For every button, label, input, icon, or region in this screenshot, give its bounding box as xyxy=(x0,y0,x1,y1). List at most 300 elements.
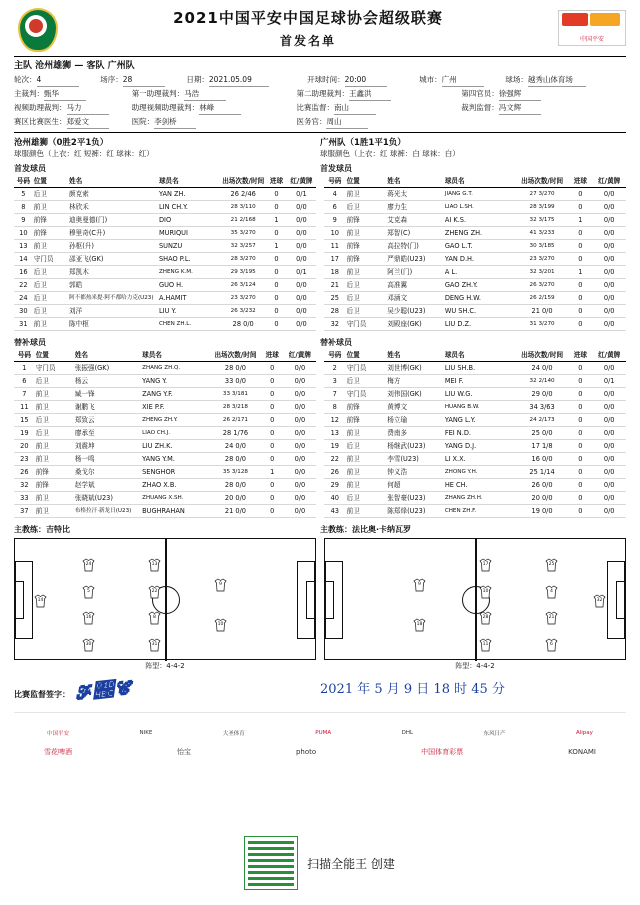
col-caps: 出场次数/时间 xyxy=(210,349,261,362)
kit-colors-row xyxy=(14,136,626,148)
player-name: 林欣禾 xyxy=(68,201,158,214)
player-goals: 0 xyxy=(568,388,592,401)
player-goals: 0 xyxy=(261,401,284,414)
player-position: 前卫 xyxy=(35,440,74,453)
table-row xyxy=(324,440,626,453)
table-row xyxy=(14,214,316,227)
pitch-player-number: 9 xyxy=(219,581,222,587)
player-appearances: 23 3/270 xyxy=(220,292,266,305)
table-row xyxy=(324,214,626,227)
player-cards: 0/0 xyxy=(592,279,626,292)
player-appearances: 28 1/76 xyxy=(210,427,261,440)
ar2-label: 第二助理裁判： xyxy=(296,89,349,98)
col-no: 号码 xyxy=(324,349,346,362)
player-position: 守门员 xyxy=(346,318,387,331)
player-number: 19 xyxy=(14,427,35,440)
player-appearances: 26 2/46 xyxy=(220,188,266,201)
table-row xyxy=(14,292,316,305)
table-row xyxy=(14,401,316,414)
table-row xyxy=(14,375,316,388)
table-row xyxy=(14,266,316,279)
player-appearances: 33 3/181 xyxy=(210,388,261,401)
player-number: 24 xyxy=(14,292,33,305)
pitch-player-number: 16 xyxy=(85,615,92,621)
col-pos: 位置 xyxy=(35,349,74,362)
player-cards: 0/0 xyxy=(592,292,626,305)
player-name: 陈郑烽(U23) xyxy=(386,505,444,518)
venue-doctor-label: 赛区比赛医生： xyxy=(14,117,67,126)
city-value: 广州 xyxy=(442,73,484,87)
player-position: 后卫 xyxy=(35,427,74,440)
player-position: 后卫 xyxy=(33,279,68,292)
player-name-latin: LIU ZH.K. xyxy=(141,440,210,453)
player-position: 前卫 xyxy=(346,479,387,492)
player-name-latin: DENG H.W. xyxy=(444,292,516,305)
player-position: 前锋 xyxy=(33,227,68,240)
kickoff-value: 20:00 xyxy=(345,73,387,87)
table-row xyxy=(324,427,626,440)
pitch-player-number: 30 xyxy=(85,641,92,647)
pitch-player-shirt xyxy=(147,558,162,572)
player-appearances: 28 0/0 xyxy=(220,318,266,331)
pitch-player-number: 25 xyxy=(548,562,555,568)
player-name: 杨云 xyxy=(74,375,141,388)
player-appearances: 21 2/168 xyxy=(220,214,266,227)
home-team-name: 沧州雄狮 xyxy=(35,61,72,71)
player-name-latin: AI K.S. xyxy=(444,214,516,227)
col-no: 号码 xyxy=(14,175,33,188)
venue-doctor-value: 郑爱文 xyxy=(67,115,109,129)
round-value: 4 xyxy=(37,73,79,87)
ar1-label: 第一助理裁判： xyxy=(131,89,185,98)
player-cards: 0/0 xyxy=(287,292,316,305)
player-position: 守门员 xyxy=(346,388,387,401)
pitch-player-shirt xyxy=(81,638,96,652)
player-cards: 0/0 xyxy=(592,188,626,201)
info-row-3 xyxy=(14,101,626,115)
player-number: 37 xyxy=(14,505,35,518)
player-cards: 0/0 xyxy=(287,318,316,331)
player-goals: 0 xyxy=(261,479,284,492)
sponsor-logo: PUMA xyxy=(315,730,332,736)
table-row xyxy=(14,388,316,401)
table-row xyxy=(14,453,316,466)
player-goals: 0 xyxy=(261,362,284,375)
player-cards: 0/0 xyxy=(287,305,316,318)
player-name-latin: HUANG B.W. xyxy=(444,401,516,414)
player-number: 16 xyxy=(14,266,33,279)
player-appearances: 23 3/270 xyxy=(516,253,569,266)
pitch-player-number: 17 xyxy=(482,562,489,568)
table-row xyxy=(324,227,626,240)
player-name-latin: YAN D.H. xyxy=(444,253,516,266)
player-number: 8 xyxy=(14,201,33,214)
pitch-player-number: 8 xyxy=(153,615,156,621)
signature-row xyxy=(14,674,626,706)
player-number: 9 xyxy=(14,214,33,227)
player-appearances: 32 3/175 xyxy=(516,214,569,227)
player-name-latin: DIO xyxy=(158,214,220,227)
table-row xyxy=(324,266,626,279)
player-appearances: 32 3/201 xyxy=(516,266,569,279)
table-row xyxy=(324,253,626,266)
col-name: 姓名 xyxy=(386,175,444,188)
player-number: 7 xyxy=(324,388,346,401)
player-appearances: 29 0/0 xyxy=(516,388,569,401)
player-name-latin: ZHANG ZH.H. xyxy=(444,492,516,505)
home-record: 沧州雄狮（0胜2平1负） xyxy=(14,138,109,148)
player-number: 11 xyxy=(14,401,35,414)
fourth-official-value: 徐强辉 xyxy=(499,87,541,101)
fourth-official-label: 第四官员： xyxy=(461,89,499,98)
pitch-player-shirt xyxy=(478,611,493,625)
player-name: 郑智(C) xyxy=(386,227,444,240)
player-name: 高拉特(门) xyxy=(386,240,444,253)
player-appearances: 17 1/8 xyxy=(516,440,569,453)
player-position: 后卫 xyxy=(33,188,68,201)
player-goals: 0 xyxy=(568,292,592,305)
player-name: 谢鹏飞 xyxy=(74,401,141,414)
pitch-player-shirt xyxy=(213,618,228,632)
player-position: 前卫 xyxy=(35,505,74,518)
player-appearances: 26 3/232 xyxy=(220,305,266,318)
player-position: 后卫 xyxy=(35,375,74,388)
player-name-latin: SUNZU xyxy=(158,240,220,253)
teams-row xyxy=(14,60,626,73)
away-formation-label: 阵型：4-4-2 xyxy=(455,662,495,670)
player-appearances: 21 0/0 xyxy=(210,505,261,518)
medical-officer-value: 周山 xyxy=(326,115,368,129)
table-header-row xyxy=(324,175,626,188)
player-goals: 0 xyxy=(266,318,287,331)
player-appearances: 28 0/0 xyxy=(210,453,261,466)
player-goals: 0 xyxy=(266,201,287,214)
pitch-player-number: 32 xyxy=(596,598,603,604)
table-row xyxy=(14,466,316,479)
kit-colors-detail-row xyxy=(14,148,626,159)
table-row xyxy=(324,453,626,466)
player-name-latin: CHEN ZH.F. xyxy=(444,505,516,518)
player-goals: 0 xyxy=(568,227,592,240)
table-row xyxy=(14,492,316,505)
sponsor-logo: NIKE xyxy=(139,730,153,736)
coaches-row xyxy=(14,524,626,535)
player-name: 杨立瑜 xyxy=(386,414,444,427)
player-goals: 0 xyxy=(261,440,284,453)
player-name: 刘伟国(GK) xyxy=(386,388,444,401)
player-number: 22 xyxy=(14,279,33,292)
title-block xyxy=(58,7,558,49)
player-cards: 0/0 xyxy=(592,492,626,505)
table-row xyxy=(14,362,316,375)
player-position: 后卫 xyxy=(346,292,387,305)
player-goals: 0 xyxy=(568,479,592,492)
player-cards: 0/0 xyxy=(284,401,316,414)
player-name-latin: ZHENG K.M. xyxy=(158,266,220,279)
player-goals: 0 xyxy=(261,505,284,518)
player-position: 前卫 xyxy=(33,201,68,214)
away-starters-heading: 首发球员 xyxy=(320,164,352,173)
table-row xyxy=(14,440,316,453)
player-position: 前卫 xyxy=(35,453,74,466)
player-number: 21 xyxy=(324,279,346,292)
player-position: 后卫 xyxy=(33,305,68,318)
player-cards: 0/0 xyxy=(592,440,626,453)
player-appearances: 16 0/0 xyxy=(516,453,569,466)
table-header-row xyxy=(14,175,316,188)
qr-code-icon xyxy=(245,837,297,889)
player-number: 13 xyxy=(14,240,33,253)
player-position: 前锋 xyxy=(346,401,387,414)
player-number: 13 xyxy=(324,427,346,440)
player-number: 29 xyxy=(324,479,346,492)
table-row xyxy=(324,240,626,253)
stadium-value: 越秀山体育场 xyxy=(528,73,586,87)
sponsor-logo: 大圣体育 xyxy=(222,731,245,737)
player-appearances: 28 3/110 xyxy=(220,201,266,214)
home-kit-colors: 球服颜色（上衣：红 短裤：红 球袜：红） xyxy=(14,149,154,158)
table-row xyxy=(14,227,316,240)
table-row xyxy=(324,292,626,305)
sponsor-logo: Alipay xyxy=(575,730,593,736)
col-cards: 红/黄牌 xyxy=(592,175,626,188)
player-name-latin: CHEN ZH.L. xyxy=(158,318,220,331)
player-position: 后卫 xyxy=(346,440,387,453)
away-label: 客队 xyxy=(86,61,105,71)
player-goals: 0 xyxy=(261,375,284,388)
pitch-player-shirt xyxy=(33,594,48,608)
player-goals: 0 xyxy=(266,188,287,201)
player-name-latin: LIU D.Z. xyxy=(444,318,516,331)
table-header-row xyxy=(14,349,316,362)
player-cards: 0/0 xyxy=(592,453,626,466)
pitch-player-number: 10 xyxy=(217,622,224,628)
away-subs-heading: 替补球员 xyxy=(320,338,352,347)
player-number: 20 xyxy=(14,440,35,453)
player-cards: 0/0 xyxy=(284,362,316,375)
player-appearances: 28 0/0 xyxy=(210,479,261,492)
player-appearances: 27 3/270 xyxy=(516,188,569,201)
player-number: 1 xyxy=(14,362,35,375)
col-cards: 红/黄牌 xyxy=(284,349,316,362)
referee-assessor-value: 冯文辉 xyxy=(499,101,541,115)
player-cards: 0/0 xyxy=(592,479,626,492)
match-no-value: 28 xyxy=(123,73,165,87)
player-number: 22 xyxy=(324,453,346,466)
player-cards: 0/1 xyxy=(287,266,316,279)
player-cards: 0/0 xyxy=(287,227,316,240)
player-goals: 0 xyxy=(568,427,592,440)
player-appearances: 26 2/159 xyxy=(516,292,569,305)
player-name: 陈中枢 xyxy=(68,318,158,331)
player-name: 高准翼 xyxy=(386,279,444,292)
player-position: 前锋 xyxy=(35,466,74,479)
player-position: 前卫 xyxy=(346,227,387,240)
player-name-latin: GUO H. xyxy=(158,279,220,292)
player-cards: 0/0 xyxy=(592,401,626,414)
player-name: 刘世博(GK) xyxy=(386,362,444,375)
ar2-value: 王鑫洪 xyxy=(349,87,391,101)
player-cards: 0/0 xyxy=(592,427,626,440)
player-appearances: 26 2/171 xyxy=(210,414,261,427)
league-sponsor-label: 中国平安 xyxy=(579,36,604,43)
qr-caption: 扫描全能王 创建 xyxy=(307,856,395,871)
pitch-player-number: 14 xyxy=(37,598,44,604)
player-name-latin: ZHONG Y.H. xyxy=(444,466,516,479)
player-goals: 0 xyxy=(266,279,287,292)
player-appearances: 24 0/0 xyxy=(210,440,261,453)
player-position: 前卫 xyxy=(346,266,387,279)
stadium-label: 球场： xyxy=(505,75,528,84)
player-name: 杨继武(U23) xyxy=(386,440,444,453)
player-goals: 0 xyxy=(568,466,592,479)
player-name: 阿不都热米提·阿不都哈力克(U23) xyxy=(68,292,158,305)
pitch-player-number: 11 xyxy=(482,641,489,647)
match-no-label: 场序： xyxy=(100,75,123,84)
player-number: 26 xyxy=(324,466,346,479)
col-cards: 红/黄牌 xyxy=(287,175,316,188)
player-goals: 0 xyxy=(568,188,592,201)
player-position: 后卫 xyxy=(33,266,68,279)
pitch-player-shirt xyxy=(412,618,427,632)
home-starters-heading: 首发球员 xyxy=(14,164,46,173)
page-subtitle: 首发名单 xyxy=(279,34,336,48)
player-name-latin: LIN CH.Y. xyxy=(158,201,220,214)
player-number: 17 xyxy=(324,253,346,266)
player-cards: 0/0 xyxy=(592,388,626,401)
player-appearances: 32 2/140 xyxy=(516,375,569,388)
player-position: 后卫 xyxy=(35,414,74,427)
player-name: 杨一鸣 xyxy=(74,453,141,466)
player-position: 后卫 xyxy=(346,375,387,388)
player-cards: 0/1 xyxy=(287,188,316,201)
player-name: 迪奥曼德(门) xyxy=(68,214,158,227)
player-name: 钟义浩 xyxy=(386,466,444,479)
pitch-player-number: 31 xyxy=(151,641,158,647)
sponsor-logo: photo xyxy=(295,748,317,756)
player-cards: 0/0 xyxy=(592,266,626,279)
player-position: 前锋 xyxy=(346,240,387,253)
pitch-player-number: 13 xyxy=(151,562,158,568)
player-cards: 0/0 xyxy=(284,453,316,466)
subs-tables xyxy=(14,349,626,518)
away-team-name: 广州队 xyxy=(107,61,135,71)
player-name: 邵亚飞(GK) xyxy=(68,253,158,266)
player-number: 33 xyxy=(14,492,35,505)
player-number: 12 xyxy=(324,414,346,427)
player-cards: 0/0 xyxy=(592,240,626,253)
player-goals: 0 xyxy=(261,427,284,440)
player-appearances: 28 3/270 xyxy=(220,253,266,266)
player-appearances: 30 3/185 xyxy=(516,240,569,253)
col-en-name: 球员名 xyxy=(158,175,220,188)
player-appearances: 20 0/0 xyxy=(516,492,569,505)
player-number: 15 xyxy=(14,414,35,427)
versus-dash: — xyxy=(74,61,84,71)
col-en-name: 球员名 xyxy=(444,349,516,362)
player-number: 10 xyxy=(14,227,33,240)
player-position: 前锋 xyxy=(346,253,387,266)
player-goals: 0 xyxy=(266,292,287,305)
home-label: 主队 xyxy=(14,61,33,71)
col-name: 姓名 xyxy=(74,349,141,362)
player-name: 李雪(U23) xyxy=(386,453,444,466)
player-name-latin: ZHAO X.B. xyxy=(141,479,210,492)
footer-divider xyxy=(14,712,626,713)
table-row xyxy=(14,188,316,201)
player-goals: 0 xyxy=(568,362,592,375)
player-number: 30 xyxy=(14,305,33,318)
col-goals: 进球 xyxy=(568,175,592,188)
table-row xyxy=(14,305,316,318)
player-cards: 0/0 xyxy=(284,427,316,440)
player-goals: 0 xyxy=(261,414,284,427)
player-appearances: 33 0/0 xyxy=(210,375,261,388)
player-name-latin: XIE P.F. xyxy=(141,401,210,414)
col-caps: 出场次数/时间 xyxy=(516,349,569,362)
player-number: 28 xyxy=(324,305,346,318)
player-cards: 0/0 xyxy=(287,201,316,214)
away-starters-table xyxy=(324,175,626,331)
player-name: 梅方 xyxy=(386,375,444,388)
hospital-value: 李剑桥 xyxy=(154,115,196,129)
table-row xyxy=(324,375,626,388)
player-name-latin: LIAO CH.J. xyxy=(141,427,210,440)
player-position: 前锋 xyxy=(346,414,387,427)
player-name: 邓涵文 xyxy=(386,292,444,305)
home-formation-label: 阵型：4-4-2 xyxy=(145,662,185,670)
table-row xyxy=(324,318,626,331)
player-name-latin: LIU W.G. xyxy=(444,388,516,401)
player-cards: 0/0 xyxy=(284,414,316,427)
player-name: 郑致云 xyxy=(74,414,141,427)
away-subs-table xyxy=(324,349,626,518)
player-number: 3 xyxy=(324,375,346,388)
home-coach-name: 吉特比 xyxy=(46,525,70,534)
player-goals: 0 xyxy=(568,440,592,453)
player-appearances: 19 0/0 xyxy=(516,505,569,518)
player-number: 31 xyxy=(14,318,33,331)
pitch-player-shirt xyxy=(478,585,493,599)
player-appearances: 25 1/14 xyxy=(516,466,569,479)
table-row xyxy=(14,479,316,492)
player-name: 严鼎皓(U23) xyxy=(386,253,444,266)
player-number: 14 xyxy=(14,253,33,266)
player-position: 后卫 xyxy=(33,292,68,305)
pitch-player-number: 9 xyxy=(418,581,421,587)
pitch-player-number: 18 xyxy=(416,622,423,628)
player-appearances: 24 2/173 xyxy=(516,414,569,427)
player-name-latin: YANG Y. xyxy=(141,375,210,388)
away-coach-name: 法比奥·卡纳瓦罗 xyxy=(352,525,412,534)
table-row xyxy=(324,466,626,479)
player-appearances: 34 3/63 xyxy=(516,401,569,414)
var-value: 马力 xyxy=(67,101,109,115)
player-goals: 0 xyxy=(261,388,284,401)
player-name-latin: LIAO L.SH. xyxy=(444,201,516,214)
pitch-player-number: 24 xyxy=(85,562,92,568)
formation-diagrams xyxy=(14,538,626,670)
info-row-4 xyxy=(14,115,626,129)
player-cards: 0/0 xyxy=(592,318,626,331)
table-row xyxy=(324,414,626,427)
league-sponsor-logo xyxy=(558,10,626,46)
player-position: 前锋 xyxy=(33,214,68,227)
player-name: 桑戈尔 xyxy=(74,466,141,479)
table-row xyxy=(14,253,316,266)
player-appearances: 26 3/270 xyxy=(516,279,569,292)
table-row xyxy=(324,305,626,318)
